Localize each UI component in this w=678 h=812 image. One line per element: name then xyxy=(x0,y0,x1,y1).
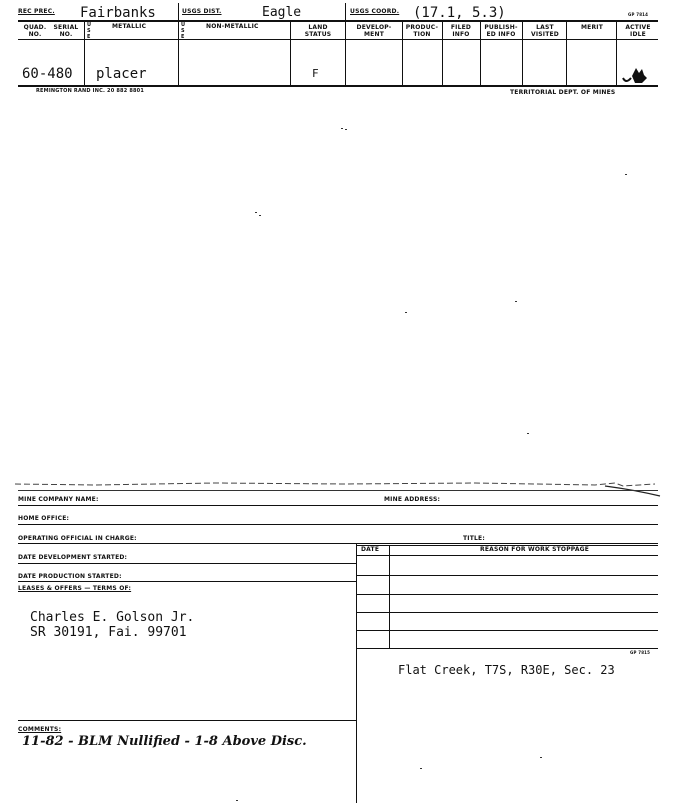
form-number-bottom: GP 7815 xyxy=(630,650,651,655)
col-serial-no: SERIAL NO. xyxy=(53,24,79,38)
title-label: TITLE: xyxy=(463,535,485,542)
scan-speck xyxy=(420,768,422,769)
scan-speck xyxy=(405,312,407,313)
scan-speck xyxy=(625,174,627,175)
bottom-rule-top xyxy=(18,490,658,491)
date-prod-started-label: DATE PRODUCTION STARTED: xyxy=(18,573,122,580)
card-rule-bottom xyxy=(18,85,658,87)
col-divider xyxy=(522,21,523,85)
scan-speck xyxy=(527,433,529,434)
col-development: DEVELOP- MENT xyxy=(356,24,392,38)
col-active-idle: ACTIVE IDLE xyxy=(625,24,651,38)
col-land-status: LAND STATUS xyxy=(304,24,332,38)
date-dev-started-label: DATE DEVELOPMENT STARTED: xyxy=(18,554,128,561)
col-last-visited: LAST VISITED xyxy=(530,24,559,38)
scan-speck xyxy=(255,212,257,213)
center-divider xyxy=(356,543,357,803)
metallic-value: placer xyxy=(96,66,147,82)
rule xyxy=(18,524,658,525)
divider xyxy=(178,3,179,21)
mine-address-label: MINE ADDRESS: xyxy=(384,496,441,503)
date-col-divider xyxy=(389,545,390,648)
col-divider xyxy=(290,21,291,85)
comments-label: COMMENTS: xyxy=(18,726,62,733)
scan-speck xyxy=(345,129,347,130)
col-divider xyxy=(616,21,617,85)
usgs-coord-label: USGS COORD. xyxy=(350,8,400,15)
col-production: PRODUC- TION xyxy=(405,24,439,38)
usgs-dist-value: Eagle xyxy=(262,5,302,20)
rec-prec-label: REC PREC. xyxy=(18,8,55,15)
rule xyxy=(356,630,658,631)
rule xyxy=(18,581,356,582)
home-office-label: HOME OFFICE: xyxy=(18,515,70,522)
col-divider xyxy=(566,21,567,85)
rule xyxy=(18,720,356,721)
col-divider xyxy=(402,21,403,85)
rec-prec-value: Fairbanks xyxy=(80,5,156,21)
torn-edge xyxy=(15,478,665,500)
comments-text: 11-82 - BLM Nullified - 1-8 Above Disc. xyxy=(22,734,307,749)
col-divider xyxy=(442,21,443,85)
col-divider xyxy=(178,21,179,85)
col-divider xyxy=(84,21,85,85)
rule xyxy=(18,543,658,544)
col-published-info: PUBLISH- ED INFO xyxy=(484,24,518,38)
active-idle-mark-icon xyxy=(620,66,648,86)
rule xyxy=(18,505,658,506)
date-col-label: DATE xyxy=(361,546,380,553)
divider xyxy=(345,3,346,21)
scan-speck xyxy=(515,301,517,302)
card-footer-right: TERRITORIAL DEPT. OF MINES xyxy=(510,89,616,96)
rule xyxy=(18,563,356,564)
scan-speck xyxy=(540,757,542,758)
rule xyxy=(356,575,658,576)
col-quad-no: QUAD. NO. xyxy=(23,24,47,38)
lease-line-2: SR 30191, Fai. 99701 xyxy=(30,625,187,640)
scan-speck xyxy=(341,128,343,129)
card-rule-mid xyxy=(18,39,658,40)
card-footer-left: REMINGTON RAND INC. 20 882 8801 xyxy=(36,88,145,94)
lease-line-1: Charles E. Golson Jr. xyxy=(30,610,195,625)
mine-company-label: MINE COMPANY NAME: xyxy=(18,496,99,503)
col-filed-info: FILED INFO xyxy=(450,24,472,38)
col-metallic: METALLIC xyxy=(112,23,147,30)
leases-label: LEASES & OFFERS — TERMS OF: xyxy=(18,585,132,592)
operating-official-label: OPERATING OFFICIAL IN CHARGE: xyxy=(18,535,137,542)
usgs-dist-label: USGS DIST. xyxy=(182,8,222,15)
scan-speck xyxy=(259,215,261,216)
col-merit: MERIT xyxy=(580,24,603,31)
scan-speck xyxy=(236,800,238,801)
rule xyxy=(356,648,658,649)
col-nonmetallic: NON-METALLIC xyxy=(206,23,259,30)
land-status-value: F xyxy=(312,67,319,80)
form-number-top: GP 7814 xyxy=(628,12,649,17)
col-use-metallic: U S E xyxy=(87,22,92,40)
rule xyxy=(356,594,658,595)
quad-serial-value: 60-480 xyxy=(22,66,73,82)
col-divider xyxy=(345,21,346,85)
card-rule-top xyxy=(18,20,658,22)
usgs-coord-value: (17.1, 5.3) xyxy=(413,5,506,21)
reason-col-label: REASON FOR WORK STOPPAGE xyxy=(480,546,590,553)
location-text: Flat Creek, T7S, R30E, Sec. 23 xyxy=(398,663,615,677)
rule xyxy=(356,555,658,556)
col-use-nonmetallic: U S E xyxy=(181,22,186,40)
rule xyxy=(356,612,658,613)
col-divider xyxy=(480,21,481,85)
